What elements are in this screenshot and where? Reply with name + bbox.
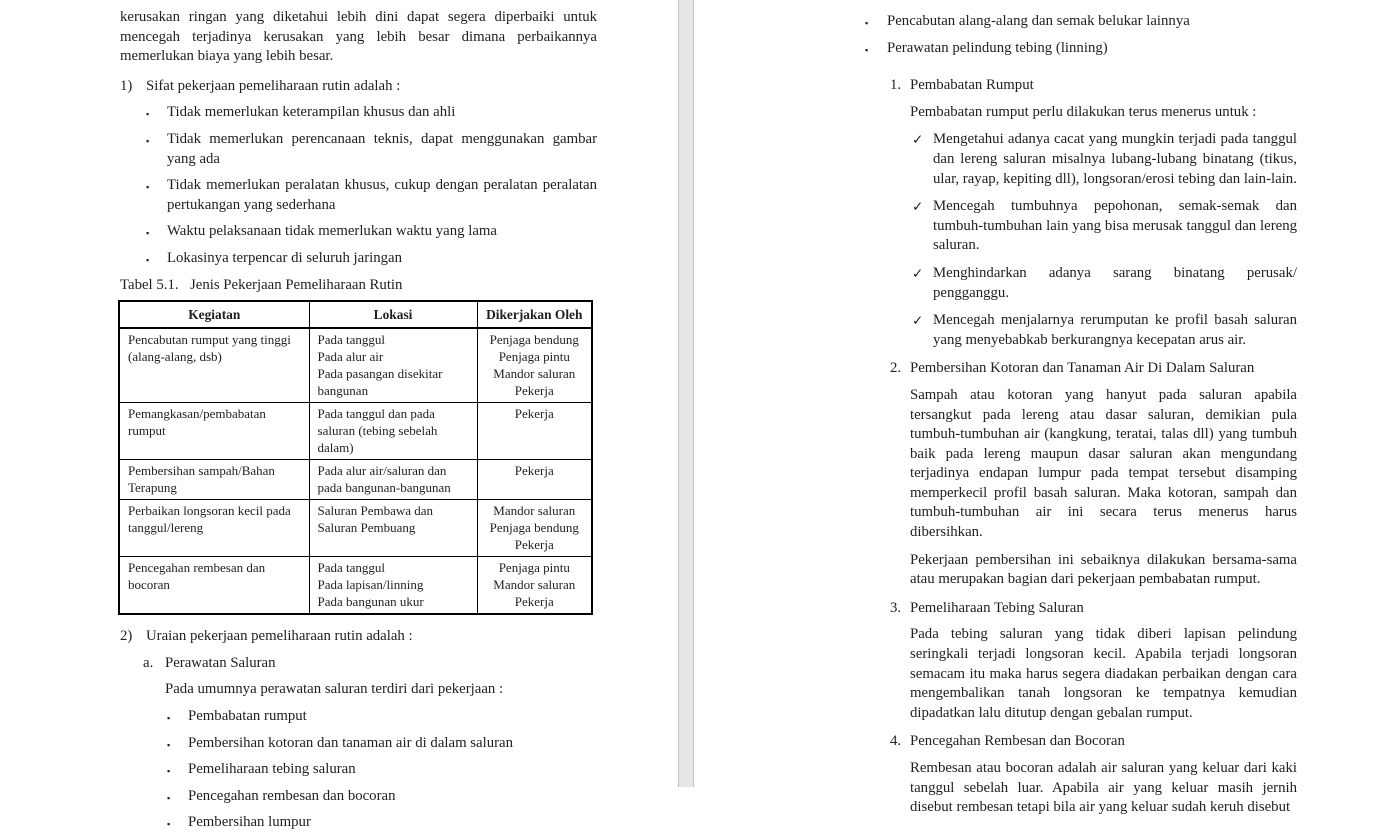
cell-kegiatan: Pembersihan sampah/Bahan Terapung xyxy=(119,460,309,500)
cell-line: Pada alur air xyxy=(317,349,384,365)
maintenance-jobs-table xyxy=(118,300,593,615)
section-number: 1. xyxy=(890,77,902,94)
list-item xyxy=(120,734,597,754)
list-item xyxy=(120,813,597,833)
item-text: Uraian pekerjaan pemeliharaan rutin adalah : xyxy=(146,628,413,645)
bullet-icon: ▪ xyxy=(146,135,150,146)
section-title xyxy=(890,599,1297,619)
cell-line: Pada tanggul xyxy=(317,560,386,576)
table-row xyxy=(119,403,592,460)
cell-lokasi xyxy=(309,403,477,460)
list-item-text: Pembersihan kotoran dan tanaman air di dalam saluran xyxy=(188,734,514,751)
section xyxy=(890,732,1297,817)
list-item xyxy=(120,249,597,269)
table-row xyxy=(119,557,592,615)
item-text: Perawatan Saluran xyxy=(165,654,276,671)
list-item-text: Perawatan pelindung tebing (linning) xyxy=(887,39,1108,56)
check-list-item xyxy=(912,264,1297,303)
check-item-text: Mencegah menjalarnya rerumputan ke profil basah saluran yang menyebabkab berkurangnya kecepatan arus air. xyxy=(933,312,1297,348)
check-icon: ✓ xyxy=(912,132,924,148)
check-item-text: Mengetahui adanya cacat yang mungkin terjadi pada tanggul dan lereng saluran misalnya lubang-lubang binatang (tikus, ular, rayap, kepiting dll), longsoran/erosi tebing dan lain-lain. xyxy=(933,131,1297,187)
cell-line: Penjaga pintu xyxy=(498,560,570,576)
paragraph: Pada umumnya perawatan saluran terdiri dari pekerjaan : xyxy=(165,681,504,698)
list-item xyxy=(120,103,597,123)
list-item xyxy=(120,222,597,242)
list-item-text: Pembabatan rumput xyxy=(188,707,307,724)
item-text: Sifat pekerjaan pemeliharaan rutin adalah : xyxy=(146,77,401,94)
bullet-icon: ▪ xyxy=(167,792,171,803)
paragraph: Rembesan atau bocoran adalah air saluran yang keluar dari kaki tanggul sebelah luar. Apabila air yang keluar masih jernih disebut rembesan tetapi bila air yang keluar sudah keruh disebut xyxy=(910,760,1297,816)
cell-kegiatan: Pemangkasan/pembabatan rumput xyxy=(119,403,309,460)
check-icon: ✓ xyxy=(912,265,924,281)
table-header-row xyxy=(119,301,592,328)
list-item-text: Pemeliharaan tebing saluran xyxy=(188,761,356,778)
document-page-left xyxy=(0,0,678,831)
item-number: 2) xyxy=(120,628,133,645)
cell-line: Mandor saluran xyxy=(493,577,576,593)
lettered-item xyxy=(120,654,597,674)
cell-lokasi xyxy=(309,460,477,500)
list-item-text: Tidak memerlukan perencanaan teknis, dapat menggunakan gambar yang ada xyxy=(167,130,597,167)
check-icon: ✓ xyxy=(912,313,924,329)
cell-dikerjakan-oleh xyxy=(477,557,592,615)
check-item-text: Mencegah tumbuhnya pepohonan, semak-semak dan tumbuh-tumbuhan lain yang bisa merusak tanggul dan lereng saluran. xyxy=(933,198,1297,254)
page-gap-divider xyxy=(678,0,694,787)
cell-line: Mandor saluran xyxy=(493,366,576,382)
section xyxy=(890,599,1297,724)
numbered-item xyxy=(120,77,597,97)
table-caption-title: Jenis Pekerjaan Pemeliharaan Rutin xyxy=(190,276,403,293)
bullet-icon: ▪ xyxy=(146,109,150,120)
bullet-icon: ▪ xyxy=(146,254,150,265)
bullet-icon: ▪ xyxy=(146,228,150,239)
cell-line: Pada lapisan/linning xyxy=(317,577,424,593)
document-page-right xyxy=(694,0,1393,818)
section-number: 4. xyxy=(890,733,902,750)
list-item xyxy=(694,12,1393,32)
table-row xyxy=(119,328,592,403)
section-number: 3. xyxy=(890,599,902,616)
bullet-icon: ▪ xyxy=(865,44,869,55)
list-item-text: Tidak memerlukan peralatan khusus, cukup dengan peralatan peralatan pertukangan yang sederhana xyxy=(167,177,597,213)
check-item-text: Menghindarkan adanya sarang binatang perusak/ pengganggu. xyxy=(933,264,1297,301)
list-item-text: Pembersihan lumpur xyxy=(188,814,311,831)
cell-line: Pekerja xyxy=(514,406,554,422)
cell-lokasi xyxy=(309,500,477,557)
cell-line: Pada tanggul dan pada saluran (tebing sebelah dalam) xyxy=(317,406,438,456)
section xyxy=(890,359,1297,590)
bullet-icon: ▪ xyxy=(865,18,869,28)
section-title-text: Pemeliharaan Tebing Saluran xyxy=(910,599,1084,616)
list-item-text: Pencegahan rembesan dan bocoran xyxy=(188,787,396,804)
cell-line: Pada bangunan ukur xyxy=(317,594,424,610)
list-item xyxy=(694,39,1393,59)
table-row xyxy=(119,500,592,557)
cell-dikerjakan-oleh xyxy=(477,500,592,557)
bullet-icon: ▪ xyxy=(167,819,171,830)
cell-lokasi xyxy=(309,557,477,615)
cell-kegiatan: Pencegahan rembesan dan bocoran xyxy=(119,557,309,615)
cell-kegiatan: Perbaikan longsoran kecil pada tanggul/lereng xyxy=(119,500,309,557)
section-number: 2. xyxy=(890,360,902,377)
section-title-text: Pencegahan Rembesan dan Bocoran xyxy=(910,733,1125,750)
paragraph: Pekerjaan pembersihan ini sebaiknya dilakukan bersama-sama atau merupakan bagian dari pekerjaan pembabatan rumput. xyxy=(910,551,1297,588)
bullet-icon: ▪ xyxy=(167,712,171,723)
cell-line: Pekerja xyxy=(514,383,554,399)
paragraph: Sampah atau kotoran yang hanyut pada saluran apabila tersangkut pada lereng atau dasar saluran, demikian pula tumbuh-tumbuhan air (kangkung, teratai, talas dll) yang tumbuh baik pada lereng maupun dasar saluran akan mengundang terjadinya endapan lumpur pada tempat tersebut disamping memperkecil profil basah saluran. Maka kotoran, sampah dan tumbuh-tumbuhan air ini secara terus menerus harus dibersihkan. xyxy=(910,386,1297,541)
cell-line: Pekerja xyxy=(514,594,554,610)
cell-line: Pada alur air/saluran dan pada bangunan-bangunan xyxy=(317,463,451,496)
cell-dikerjakan-oleh xyxy=(477,460,592,500)
list-item xyxy=(120,176,597,215)
cell-line: Pada pasangan disekitar bangunan xyxy=(317,366,443,399)
item-number: 1) xyxy=(120,77,133,94)
section-title xyxy=(890,732,1297,752)
bullet-icon: ▪ xyxy=(167,766,171,777)
check-list-item xyxy=(912,130,1297,189)
cell-line: Penjaga bendung xyxy=(489,332,579,348)
section-title-text: Pembabatan Rumput xyxy=(910,77,1034,94)
list-item xyxy=(120,130,597,169)
item-letter: a. xyxy=(143,654,154,671)
cell-kegiatan: Pencabutan rumput yang tinggi (alang-alang, dsb) xyxy=(119,328,309,403)
cell-line: Pekerja xyxy=(514,537,554,553)
section-title-text: Pembersihan Kotoran dan Tanaman Air Di Dalam Saluran xyxy=(910,360,1255,377)
bullet-icon: ▪ xyxy=(146,182,150,193)
check-list-item xyxy=(912,197,1297,256)
list-item-text: Lokasinya terpencar di seluruh jaringan xyxy=(167,249,403,266)
paragraph: kerusakan ringan yang diketahui lebih dini dapat segera diperbaiki untuk mencegah terjadinya kerusakan yang lebih besar dimana perbaikannya memerlukan biaya yang lebih besar. xyxy=(120,9,597,65)
check-icon: ✓ xyxy=(912,199,924,215)
numbered-item xyxy=(120,627,597,647)
list-item-text: Waktu pelaksanaan tidak memerlukan waktu yang lama xyxy=(167,223,497,240)
table-caption-label: Tabel 5.1. xyxy=(120,276,179,293)
column-header: Dikerjakan Oleh xyxy=(477,301,592,328)
paragraph: Pada tebing saluran yang tidak diberi lapisan pelindung seringkali terjadi longsoran kecil. Apabila terjadi longsoran semacam itu maka harus segera diadakan perbaikan dengan cara mengembalikan tanah longsoran ke tempatnya kemudian dipadatkan lalu ditutup dengan gebalan rumput. xyxy=(910,626,1297,721)
cell-dikerjakan-oleh xyxy=(477,403,592,460)
cell-line: Pekerja xyxy=(514,463,554,479)
table-row xyxy=(119,460,592,500)
table-caption xyxy=(120,276,597,296)
cell-line: Penjaga bendung xyxy=(489,520,579,536)
list-item xyxy=(120,787,597,807)
section xyxy=(890,76,1297,350)
list-item xyxy=(120,760,597,780)
cell-line: Mandor saluran xyxy=(493,503,576,519)
list-item-text: Pencabutan alang-alang dan semak belukar lainnya xyxy=(887,13,1190,29)
cell-line: Penjaga pintu xyxy=(498,349,570,365)
list-item xyxy=(120,707,597,727)
cell-line: Saluran Pembawa dan Saluran Pembuang xyxy=(317,503,434,536)
column-header: Kegiatan xyxy=(119,301,309,328)
column-header: Lokasi xyxy=(309,301,477,328)
cell-dikerjakan-oleh xyxy=(477,328,592,403)
section-title xyxy=(890,76,1297,96)
check-list-item xyxy=(912,311,1297,350)
bullet-icon: ▪ xyxy=(167,739,171,750)
cell-lokasi xyxy=(309,328,477,403)
paragraph: Pembabatan rumput perlu dilakukan terus menerus untuk : xyxy=(910,103,1257,120)
section-title xyxy=(890,359,1297,379)
list-item-text: Tidak memerlukan keterampilan khusus dan ahli xyxy=(167,104,456,121)
cell-line: Pada tanggul xyxy=(317,332,386,348)
